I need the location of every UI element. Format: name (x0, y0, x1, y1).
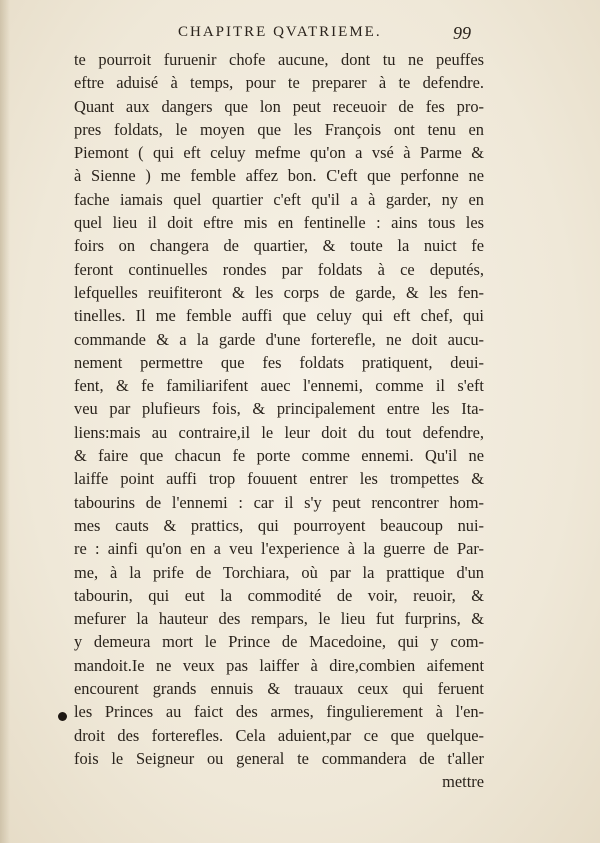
ink-dot-mark (58, 712, 67, 721)
text-line: à Sienne ) me femble affez bon. C'eft que perfonne ne (74, 166, 484, 186)
text-line: droit des forterefles. Cela aduient,par ce que quelque- (74, 725, 484, 745)
text-line: me, à la prife de Torchiara, où par la prattique d'un (74, 562, 484, 582)
text-line: fois le Seigneur ou general te commandera de t'aller (74, 748, 484, 768)
text-line: fache iamais quel quartier c'eft qu'il a à garder, ny en (74, 189, 484, 209)
text-line: te pourroit furuenir chofe aucune, dont tu ne peuffes (74, 50, 484, 69)
text-line: Piemont ( qui eft celuy mefme qu'on a vsé à Parme & (74, 143, 484, 163)
text-line: & faire que chacun fe porte comme ennemi. Qu'il ne (74, 446, 484, 466)
text-line: encourent grands ennuis & trauaux ceux qui feruent (74, 679, 484, 699)
text-line: commande & a la garde d'une forterefle, ne doit aucu- (74, 329, 484, 349)
text-line: mandoit.Ie ne veux pas laiffer à dire,combien aifement (74, 655, 484, 675)
text-line: quel lieu il doit eftre mis en fentinelle : ains tous les (74, 213, 484, 233)
page-gutter-shadow (0, 0, 10, 843)
text-line: tinelles. Il me femble auffi que celuy qui eft chef, qui (74, 306, 484, 326)
text-line: nement permettre que fes foldats pratiquent, deui- (74, 352, 484, 372)
text-line: laiffe point auffi trop fouuent entrer les trompettes & (74, 469, 484, 489)
text-line: tabourin, qui eut la commodité de voir, reuoir, & (74, 585, 484, 605)
text-line: veu par plufieurs fois, & principalement entre les Ita- (74, 399, 484, 419)
text-line: feront continuelles rondes par foldats à ce deputés, (74, 259, 484, 279)
page-number: 99 (453, 23, 471, 43)
text-line: mefurer la hauteur des rempars, le lieu fut furprins, & (74, 609, 484, 629)
text-line: eftre aduisé à temps, pour te preparer à te defendre. (74, 73, 484, 93)
text-line: lefquelles reuifiteront & les corps de garde, & les fen- (74, 282, 484, 302)
text-line: pres foldats, le moyen que les François ont tenu en (74, 119, 484, 139)
page-body (74, 48, 484, 794)
catchword: mettre (442, 772, 484, 792)
text-line: Quant aux dangers que lon peut receuoir de fes pro- (74, 96, 484, 116)
text-line: mes cauts & prattics, qui pourroyent beaucoup nui- (74, 515, 484, 535)
text-line: les Princes au faict des armes, fingulierement à l'en- (74, 702, 484, 722)
text-line: re : ainfi qu'on en a veu l'experience à la guerre de Par- (74, 539, 484, 559)
chapter-title: CHAPITRE QVATRIEME. (178, 24, 382, 40)
text-line: fent, & fe familiarifent auec l'ennemi, comme il s'eft (74, 376, 484, 396)
text-line: y demeura mort le Prince de Macedoine, qui y com- (74, 632, 484, 652)
text-line: foirs on changera de quartier, & toute la nuict fe (74, 236, 484, 256)
text-line: liens:mais au contraire,il le leur doit du tout defendre, (74, 422, 484, 442)
text-line: tabourins de l'ennemi : car il s'y peut rencontrer hom- (74, 492, 484, 512)
